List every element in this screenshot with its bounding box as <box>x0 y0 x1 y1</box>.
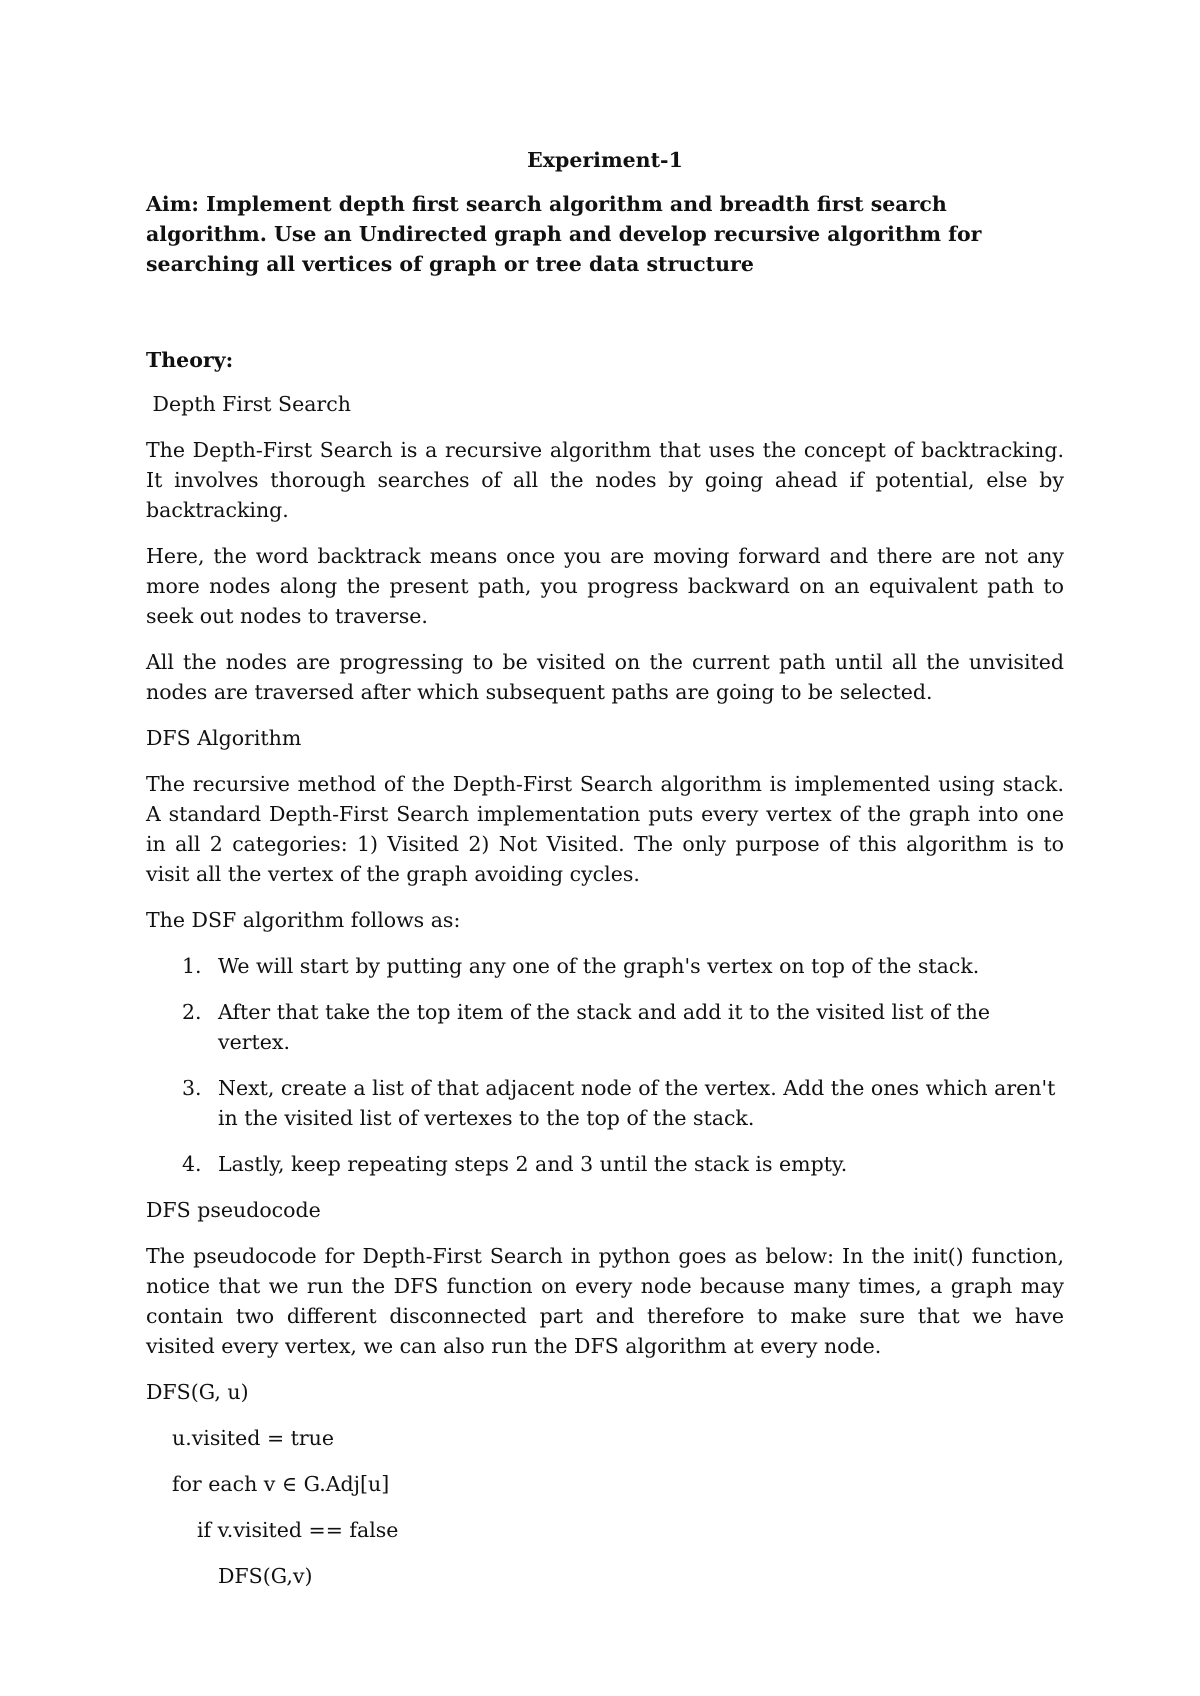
dfs-pseudocode-heading: DFS pseudocode <box>146 1198 321 1222</box>
step-number: 4. <box>182 1152 202 1176</box>
dfs-heading: Depth First Search <box>146 392 351 416</box>
algorithm-step <box>146 1073 1064 1133</box>
step-number: 2. <box>182 1000 202 1024</box>
document-body <box>146 145 1064 1607</box>
pseudocode-line: DFS(G, u) <box>146 1380 249 1404</box>
algorithm-follows-label: The DSF algorithm follows as: <box>146 908 461 932</box>
recursive-method-paragraph: The recursive method of the Depth-First Search algorithm is implemented using stack. A standard Depth-First Search implementation puts every vertex of the graph into one in all 2 categories: 1) Visited 2) Not Visited. The only purpose of this algorithm is to visit all the vertex of the graph avoiding cycles. <box>146 772 1064 886</box>
dfs-algorithm-heading: DFS Algorithm <box>146 726 302 750</box>
step-text: After that take the top item of the stack and add it to the visited list of the vertex. <box>218 1000 990 1054</box>
algorithm-steps-list <box>146 951 1064 1179</box>
step-text: We will start by putting any one of the graph's vertex on top of the stack. <box>218 954 980 978</box>
algorithm-step <box>146 951 1064 981</box>
step-number: 3. <box>182 1076 202 1100</box>
aim-statement: Aim: Implement depth first search algorithm and breadth first search algorithm. Use an Undirected graph and develop recursive algorithm for searching all vertices of graph or tree data structure <box>146 192 982 276</box>
pseudocode-line: DFS(G,v) <box>218 1564 313 1588</box>
document-title: Experiment-1 <box>527 148 683 172</box>
step-text: Lastly, keep repeating steps 2 and 3 until the stack is empty. <box>218 1152 848 1176</box>
backtrack-paragraph: Here, the word backtrack means once you are moving forward and there are not any more nodes along the present path, you progress backward on an equivalent path to seek out nodes to traverse. <box>146 544 1064 628</box>
theory-heading: Theory: <box>146 348 234 372</box>
algorithm-step <box>146 1149 1064 1179</box>
step-text: Next, create a list of that adjacent node of the vertex. Add the ones which aren't in the visited list of vertexes to the top of the stack. <box>218 1076 1056 1130</box>
pseudocode-line: for each v ∈ G.Adj[u] <box>172 1472 390 1496</box>
step-number: 1. <box>182 954 202 978</box>
pseudocode-line: u.visited = true <box>172 1426 335 1450</box>
pseudocode-description-paragraph: The pseudocode for Depth-First Search in python goes as below: In the init() function, notice that we run the DFS function on every node because many times, a graph may contain two different disconnected part and therefore to make sure that we have visited every vertex, we can also run the DFS algorithm at every node. <box>146 1244 1064 1358</box>
traversal-paragraph: All the nodes are progressing to be visited on the current path until all the unvisited nodes are traversed after which subsequent paths are going to be selected. <box>146 650 1064 704</box>
algorithm-step <box>146 997 1064 1057</box>
pseudocode-line: if v.visited == false <box>197 1518 399 1542</box>
dfs-intro-paragraph: The Depth-First Search is a recursive algorithm that uses the concept of backtracking. It involves thorough searches of all the nodes by going ahead if potential, else by backtracking. <box>146 438 1064 522</box>
